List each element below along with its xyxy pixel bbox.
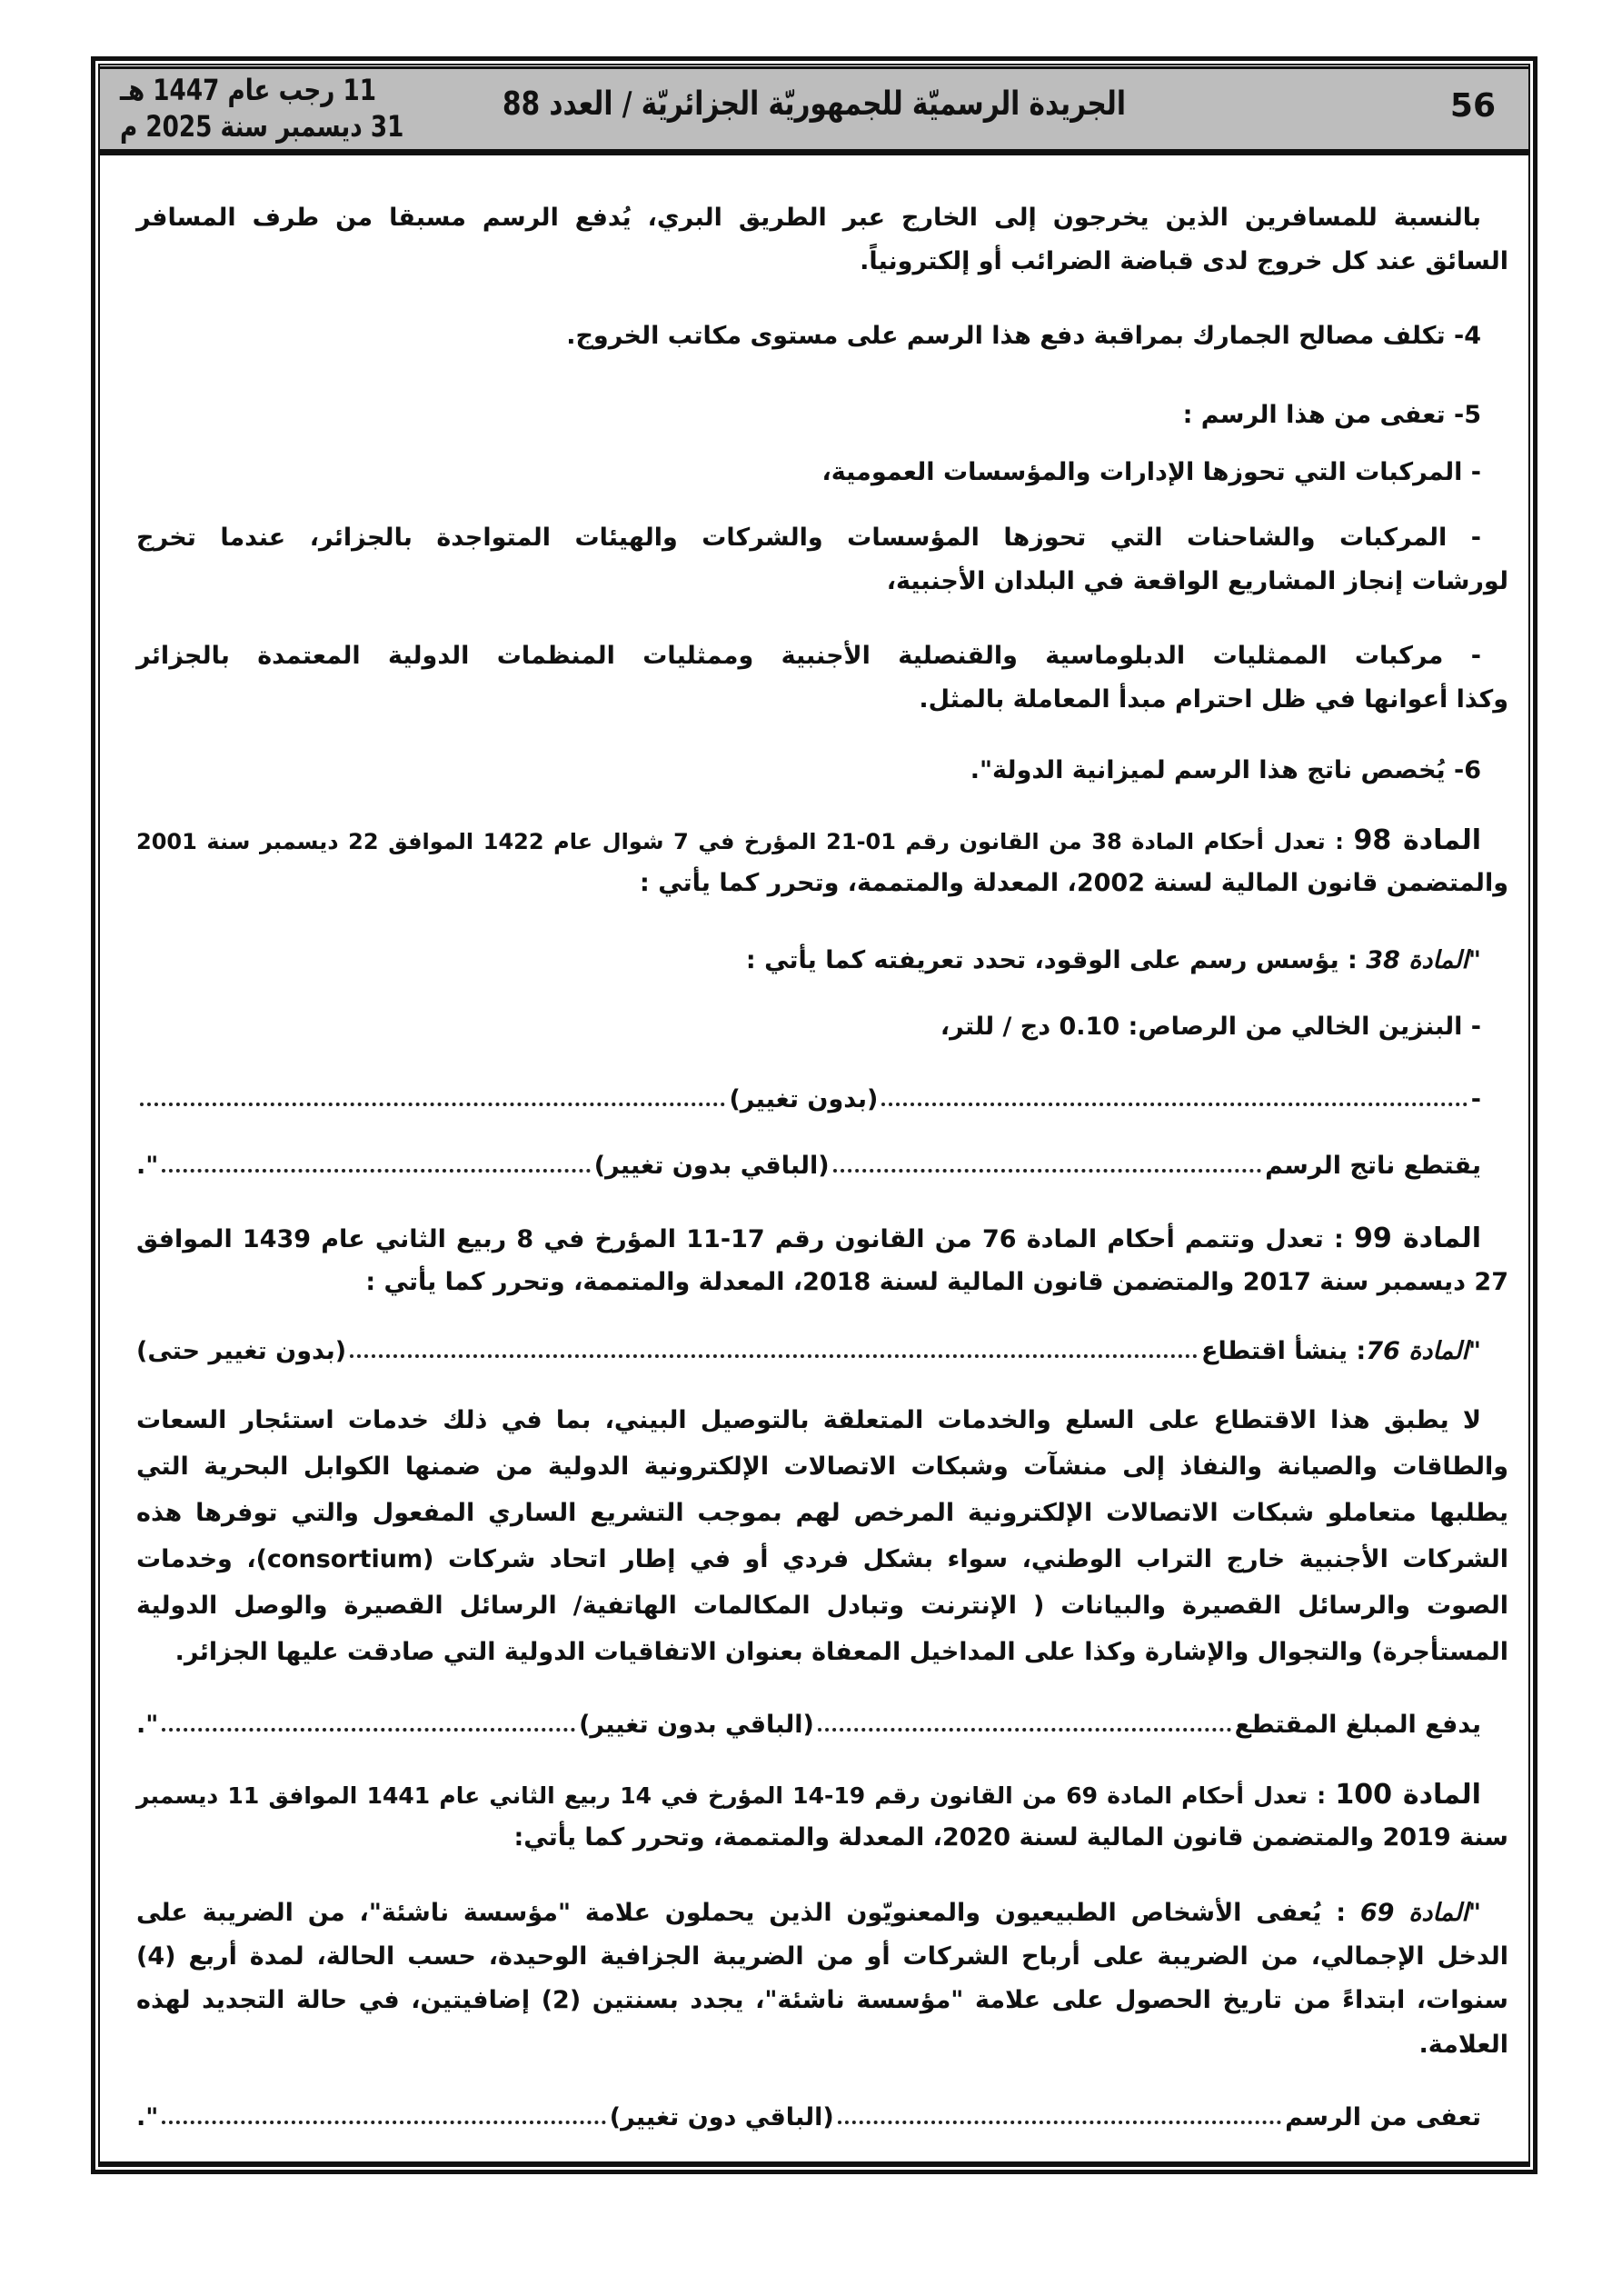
dot-leader [838, 2111, 1281, 2124]
text-line [136, 196, 1508, 240]
line-text: 6- يُخصص ناتج هذا الرسم لميزانية الدولة". [970, 756, 1481, 784]
article-label: المادة 99 [1353, 1223, 1482, 1254]
text-line [136, 314, 1508, 358]
text-line [136, 1261, 1508, 1304]
text-line [136, 394, 1508, 437]
text-line [136, 678, 1508, 722]
text-line [136, 634, 1508, 678]
line-text: 27 ديسمبر سنة 2017 والمتضمن قانون المالية لسنة 2018، المعدلة والمتممة، وتحرر كما يأتي : [365, 1268, 1508, 1296]
text-line [136, 1217, 1508, 1261]
gazette-title: الجريدة الرسميّة للجمهوريّة الجزائريّة / العدد 88 [503, 85, 1126, 123]
line-text: يطلبها متعاملو شبكات الاتصالات الإلكترونية المرخص لهم بموجب التشريع الساري المفعول والتي توفرها هذه [136, 1499, 1508, 1527]
dot-leader [162, 1160, 590, 1173]
line-text: السائق عند كل خروج لدى قباضة الضرائب أو إلكترونياً. [860, 247, 1508, 275]
line-text: الصوت والرسائل القصيرة والبيانات ( الإنترنت وتبادل المكالمات الهاتفية/ الرسائل القصيرة والوصل الدولية [136, 1592, 1508, 1620]
line-text: يقتطع ناتج الرسم [1265, 1152, 1481, 1180]
dotted-line [136, 2096, 1508, 2140]
article-label: المادة 100 [1335, 1779, 1481, 1811]
dot-leader [162, 1719, 575, 1732]
line-text: 4- تكلف مصالح الجمارك بمراقبة دفع هذا الرسم على مستوى مكاتب الخروج. [566, 322, 1481, 350]
dot-leader [162, 2111, 605, 2124]
text-line [136, 1492, 1508, 1535]
dot-leader [881, 1093, 1467, 1106]
line-text: (الباقي دون تغيير) [609, 2103, 834, 2131]
line-text: سنة 2019 والمتضمن قانون المالية لسنة 2020، المعدلة والمتممة، وتحرر كما يأتي: [513, 1823, 1508, 1852]
line-text: (بدون تغيير حتى) [136, 1337, 347, 1365]
text-line [136, 1399, 1508, 1442]
line-text: وكذا أعوانها في ظل احترام مبدأ المعاملة بالمثل. [919, 685, 1508, 714]
text-line [136, 862, 1508, 905]
line-text: المستأجرة) والتجوال والإشارة وكذا على المداخيل المعفاة بعنوان الاتفاقيات الدولية التي صادقت عليها الجزائر. [174, 1638, 1508, 1666]
line-text: الدخل الإجمالي، من الضريبة على أرباح الشركات أو من الضريبة الجزافية الوحيدة، حسب الحالة، لمدة أربع (4) [136, 1942, 1508, 1971]
line-text: : يؤسس رسم على الوقود، تحدد تعريفته كما يأتي : [745, 946, 1367, 974]
text-line [136, 451, 1508, 494]
text-line [136, 1979, 1508, 2022]
text-line [136, 1584, 1508, 1628]
dotted-line [136, 1078, 1508, 1122]
line-text: لا يطبق هذا الاقتطاع على السلع والخدمات المتعلقة بالتوصيل البيني، بما في ذلك خدمات استئجار السعات [136, 1406, 1481, 1434]
text-line [136, 560, 1508, 604]
text-line [136, 2023, 1508, 2067]
dot-leader [833, 1160, 1261, 1173]
dotted-line [136, 1144, 1508, 1188]
article-label: المادة 98 [1353, 824, 1481, 856]
article-reference: "المادة 69 [1359, 1899, 1482, 1927]
dot-leader [350, 1345, 1198, 1358]
page-header [100, 66, 1528, 155]
line-text: تعفى من الرسم [1285, 2103, 1481, 2131]
dot-leader [818, 1719, 1231, 1732]
text-line [136, 1773, 1508, 1817]
text-line [136, 1005, 1508, 1049]
line-text: 5- تعفى من هذا الرسم : [1182, 401, 1481, 429]
line-text: العلامة. [1418, 2031, 1508, 2059]
dotted-line [136, 1703, 1508, 1747]
page-number: 56 [1449, 87, 1496, 125]
line-text: يدفع المبلغ المقتطع [1234, 1711, 1481, 1739]
text-line [136, 516, 1508, 560]
line-text: (الباقي بدون تغيير) [593, 1152, 830, 1180]
bottom-rule [98, 2161, 1530, 2167]
line-text: (الباقي بدون تغيير) [579, 1711, 814, 1739]
line-text: ". [136, 2103, 159, 2131]
date-gregorian: 31 ديسمبر سنة 2025 م [120, 109, 404, 144]
line-text: بالنسبة للمسافرين الذين يخرجون إلى الخارج عبر الطريق البري، يُدفع الرسم مسبقا من طرف المسافر [136, 204, 1481, 232]
line-text: : يُعفى الأشخاص الطبيعيون والمعنويّون الذين يحملون علامة "مؤسسة ناشئة"، من الضريبة على [136, 1899, 1360, 1927]
date-hijri: 11 رجب عام 1447 هـ [120, 73, 377, 107]
line-text: : تعدل أحكام المادة 38 من القانون رقم 01-21 المؤرخ في 7 شوال عام 1422 الموافق 22 ديسمبر سنة 2001 [136, 829, 1354, 854]
line-text: - المركبات والشاحنات التي تحوزها المؤسسات والشركات والهيئات المتواجدة بالجزائر، عندما تخرج [136, 524, 1481, 552]
line-text: ". [135, 1152, 159, 1180]
line-text: - المركبات التي تحوزها الإدارات والمؤسسات العمومية، [821, 458, 1481, 486]
line-text: : تعدل أحكام المادة 69 من القانون رقم 19-14 المؤرخ في 14 ربيع الثاني عام 1441 الموافق 11 ديسمبر [136, 1782, 1336, 1809]
text-line [136, 749, 1508, 793]
line-text: والطاقات والصيانة والنفاذ إلى منشآت وشبكات الاتصالات الإلكترونية الدولية من ضمنها الكوابل البحرية التي [136, 1452, 1508, 1481]
text-line [136, 1631, 1508, 1674]
text-line [136, 1445, 1508, 1489]
text-line [136, 1935, 1508, 1979]
text-line [136, 240, 1508, 284]
article-reference: "المادة 76 [1366, 1337, 1481, 1365]
text-line [136, 819, 1508, 863]
dot-leader [140, 1093, 725, 1106]
article-reference: "المادة 38 [1366, 946, 1481, 974]
line-text: - [1470, 1085, 1481, 1113]
line-text: والمتضمن قانون المالية لسنة 2002، المعدلة والمتممة، وتحرر كما يأتي : [640, 869, 1508, 897]
dotted-line [136, 1330, 1508, 1373]
text-line [136, 1892, 1508, 1935]
line-text: ". [135, 1711, 159, 1739]
line-text: : تعدل وتتمم أحكام المادة 76 من القانون رقم 17-11 المؤرخ في 8 ربيع الثاني عام 1439 الموافق [136, 1225, 1354, 1253]
line-text: : ينشأ اقتطاع [1201, 1337, 1367, 1365]
line-text: - البنزين الخالي من الرصاص: 0.10 دج / للتر، [940, 1013, 1481, 1041]
text-line [136, 1538, 1508, 1582]
text-line [136, 1816, 1508, 1860]
line-text: لورشات إنجاز المشاريع الواقعة في البلدان الأجنبية، [886, 567, 1508, 595]
line-text: - مركبات الممثليات الدبلوماسية والقنصلية الأجنبية وممثليات المنظمات الدولية المعتمدة بالجزائر [136, 642, 1481, 670]
line-text: (بدون تغيير) [729, 1085, 879, 1113]
text-line [136, 939, 1508, 983]
line-text: سنوات، ابتداءً من تاريخ الحصول على علامة "مؤسسة ناشئة"، يجدد بسنتين (2) إضافيتين، في حالة التجديد لهذه [136, 1986, 1508, 2014]
line-text: الشركات الأجنبية خارج التراب الوطني، سواء بشكل فردي أو في إطار اتحاد شركات (consortium)، وخدمات [136, 1545, 1508, 1573]
